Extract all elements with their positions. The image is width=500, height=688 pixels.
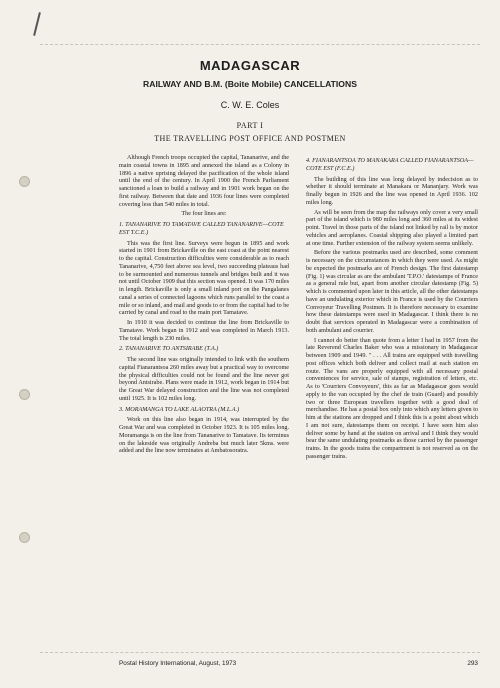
paragraph: As will be seen from the map the railways only cover a very small part of the island which is 980 miles long and 360 miles at its widest point. Travel in those parts of the island not linked by rail is by motor vehicles and aeroplanes. Coastal shipping also played a limited part at one time. Further extension of the railway system seems unlikely. (306, 209, 478, 247)
punch-hole (19, 389, 30, 400)
paragraph: The four lines are: (181, 211, 227, 218)
part-title: THE TRAVELLING POST OFFICE AND POSTMEN (154, 134, 346, 143)
fold-line-top (40, 44, 480, 45)
section-heading: 1. TANANARIVE TO TAMATAVE CALLED TANANARIVE—COTE EST T.C.E.) (119, 222, 284, 236)
punch-hole (19, 176, 30, 187)
section-heading: 3. MORAMANGA TO LAKE ALAOTRA (M.L.A.) (119, 406, 240, 413)
pencil-mark (33, 12, 41, 36)
fold-line-bottom (40, 652, 480, 653)
section-heading: 2. TANANARIVE TO ANTSIRABE (T.A.) (119, 346, 219, 353)
left-column (119, 155, 289, 458)
journal-citation: Postal History International, August, 1973 (119, 660, 237, 667)
paragraph: Although French troops occupied the capital, Tananarive, and the main coastal towns in 1895 and annexed the island as a Colony in 1896 a native uprising delayed the pacification of the whole island until the end of the century. In April 1900 the French Parliament sanctioned a loan to build a railway and in 1901 work began on the first railway. Between that date and 1936 four lines were completed covering less than 540 miles in total. (119, 155, 289, 208)
right-column (306, 155, 478, 464)
article-subtitle: RAILWAY AND B.M. (Boite Mobile) CANCELLATIONS (143, 79, 357, 89)
page-footer (119, 660, 478, 667)
author-name: C. W. E. Coles (220, 100, 280, 110)
paragraph: The building of this line was long delayed by indecision as to whether it should terminate at Manakara or Mananjary. Work was finally begun in 1926 and the line was opened in April 1936. 102 miles long. (306, 176, 478, 206)
article-title: MADAGASCAR (199, 58, 301, 73)
part-number: PART I (236, 121, 264, 130)
paragraph: Work on this line also began in 1914, was interrupted by the Great War and was completed in October 1923. It is 105 miles long. Moramanga is on the line from Tananarive to Tamatave. Its terminus on the lakeside was originally Andreba but much later 5kms. were added and the line now terminates at Ambatosoratra. (119, 417, 289, 455)
section-heading: 4. FIANARANTSOA TO MANAKARA CALLED FIANARANTSOA—COTE EST (F.C.E.) (306, 158, 474, 172)
article-header (0, 58, 500, 143)
paragraph: In 1910 it was decided to continue the line from Brickaville to Tamatave. Work began in 1912 and was completed in March 1913. The total length is 230 miles. (119, 320, 289, 342)
page-number: 293 (467, 660, 478, 667)
paragraph: The second line was originally intended to link with the southern capital Fianarantsoa 260 miles away but a practical way to overcome the physical difficulties could not be found and the line never got beyond Antsirabe. Plans were made in 1912, work began in 1914 but the Great War delayed construction and the line was not completed until 1925. It is 102 miles long. (119, 357, 289, 402)
paragraph: Before the various postmarks used are described, some comment is necessary on the circumstances in which they were used. As might be expected the postmarks are of French design. The first datestamp (Fig. 1) was circular as are the ambulant 'T.P.O.' datestamps of France as a general rule but, apart from another circular datestamp (Fig. 5) which is commented upon later in this article, all the other datestamps have an undulating exterior which in France is used by the Courriers Convoyeur Travelling Postmen. It is therefore necessary to examine how these datestamps were used in Madagascar. I think there is no doubt that services operated in Madagascar were a combination of both ambulant and courrier. (306, 250, 478, 334)
punch-hole (19, 532, 30, 543)
paragraph: I cannot do better than quote from a letter I had in 1957 from the late Reverend Charles Baker who was a missionary in Madagascar between 1909 and 1949. " . . . All trains are equipped with travelling post offices which both deliver and collect mail at each station en route. The vans are properly equipped with all necessary postal conveniences for service, sale of stamps, registration of letters, etc. As to 'Courriers Convoyeurs', this as far as Madagascar goes would apply to the van occupied by the chef de train (Guard) and possibly two or three European travellers together with a good deal of merchandise. He has a postal box only into which any letters given to him at the stations are dropped and I think this is a point about which I am not sure, datestamps them on receipt. I have seen him also deliver some by hand at the station on arrival and I think they would bear the same undulating postmarks as those carried by the passenger trains. In the goods trains the compartment is not reserved as on the passenger trains. (306, 337, 478, 460)
paragraph: This was the first line. Surveys were begun in 1895 and work started in 1901 from Brickaville on the east coast at the point nearest to the capital. Construction difficulties were considerable as to reach Tananarive, 4,750 feet above sea level, two succeeding plateaus had to be surmounted and numerous tunnels and bridges built and it was not until October 1909 that this section was opened. It was 170 miles in length. Brickaville is only a small inland port on the Pangalanes canal a series of connected lagoons which runs parallel to the coast a mile or so inland, and mail and goods to or from the capital had to be carried by canal and road to the main port Tamatave. (119, 240, 289, 317)
